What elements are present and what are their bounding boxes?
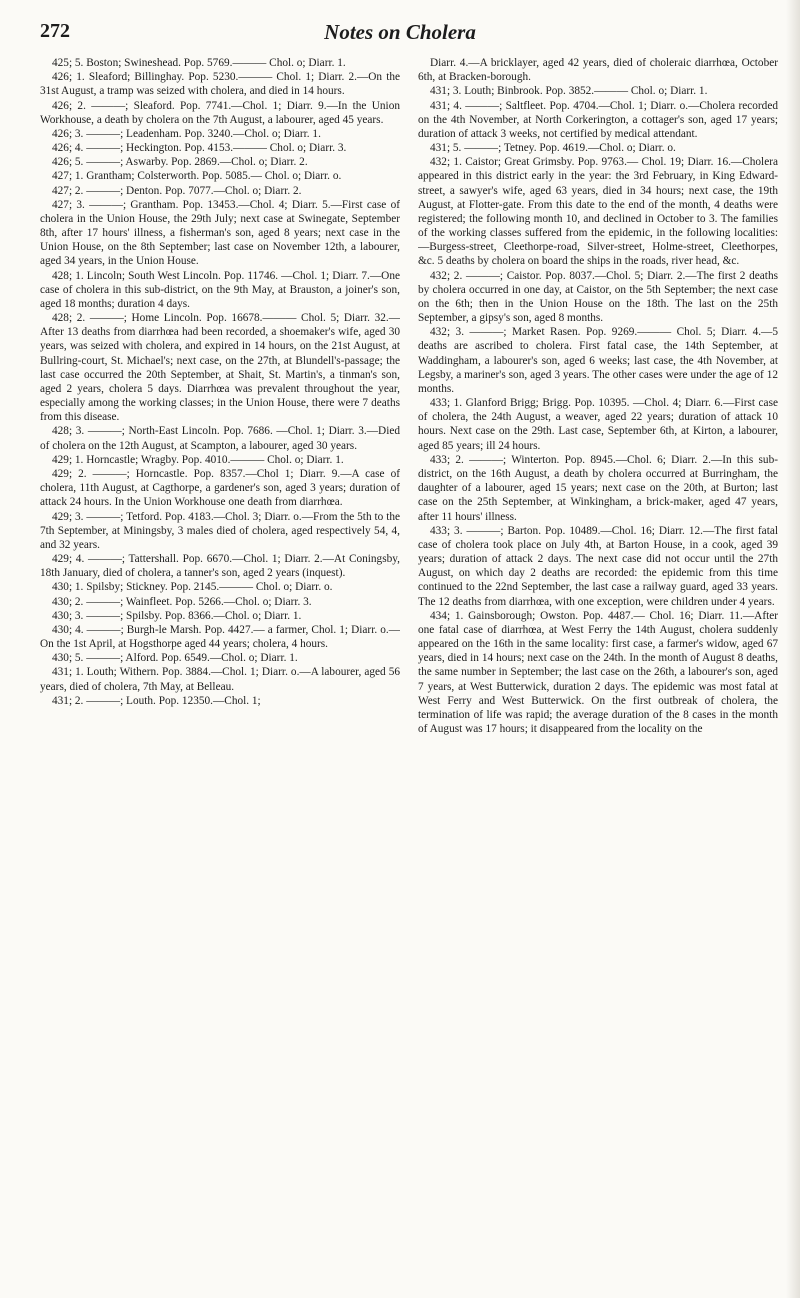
register-entry: 430; 3. ———; Spilsby. Pop. 8366.—Chol. o; Diarr. 1. [52, 609, 302, 622]
register-entry: 427; 1. Grantham; Colsterworth. Pop. 5085.— Chol. o; Diarr. o. [52, 170, 342, 183]
register-entry: 433; 2. ———; Winterton. Pop. 8945.—Chol. 6; Diarr. 2.—In this sub-district, on the 16th August, a death by cholera occurred at Burringham, the daughter of a labourer, aged 15 years; next case on the 20th, at Burton; last case on the 25th September, at Winkingham, a brick-maker, aged 47 years, after 11 hours' illness. [418, 453, 778, 523]
register-entry: 427; 3. ———; Grantham. Pop. 13453.—Chol. 4; Diarr. 5.—First case of cholera in the Union House, the 29th July; next case at Swinegate, September 8th, after 17 hours' illness, a fisherman's son, aged 8 years; next case in the Union House, on the 8th September; last case on November 12th, a labourer, aged 34 years, in the Union House. [40, 198, 400, 268]
register-entry: 427; 2. ———; Denton. Pop. 7077.—Chol. o; Diarr. 2. [52, 184, 302, 197]
register-entry: 434; 1. Gainsborough; Owston. Pop. 4487.— Chol. 16; Diarr. 11.—After one fatal case of diarrhœa, at West Ferry the 14th August, cholera suddenly appeared on the 16th in the same locality: first case, a farmer's widow, aged 67 years, died in 14 hours; next case on the 24th. In the month of August 8 deaths, the same number in September; the last case on the 26th, a labourer's son, aged 7 years, at West Butterwick, duration 2 days. The epidemic was most fatal at West Ferry and West Butterwick. On the first outbreak of cholera, the termination of life was rapid; the average duration of the 8 cases in the month of August was 17 hours; it disappeared from the locality on the [418, 609, 778, 736]
register-entry: 429; 4. ———; Tattershall. Pop. 6670.—Chol. 1; Diarr. 2.—At Coningsby, 18th January, died of cholera, a tanner's son, aged 2 years (inquest). [40, 553, 400, 580]
right-column [418, 56, 778, 1292]
register-entry: 426; 4. ———; Heckington. Pop. 4153.——— Chol. o; Diarr. 3. [52, 142, 347, 155]
page-header [40, 20, 760, 52]
register-entry: 431; 4. ———; Saltfleet. Pop. 4704.—Chol. 1; Diarr. o.—Cholera recorded on the 4th November, at North Corkerington, a cottager's son, aged 17 years; duration of attack 3 weeks, not certified by medical attendant. [418, 99, 778, 140]
register-entry: 426; 3. ———; Leadenham. Pop. 3240.—Chol. o; Diarr. 1. [52, 127, 321, 140]
register-entry: 430; 5. ———; Alford. Pop. 6549.—Chol. o; Diarr. 1. [52, 652, 298, 665]
register-entry: 428; 1. Lincoln; South West Lincoln. Pop. 11746. —Chol. 1; Diarr. 7.—One case of cholera in this sub-district, on the 9th May, at Brauston, a joiner's son, aged 18 months; duration 4 days. [40, 269, 400, 310]
register-entry: 430; 4. ———; Burgh-le Marsh. Pop. 4427.— a farmer, Chol. 1; Diarr. o.—On the 1st April, at Hogsthorpe aged 44 years; cholera, 4 hours. [40, 623, 400, 651]
register-entry: 431; 5. ———; Tetney. Pop. 4619.—Chol. o; Diarr. o. [430, 142, 676, 155]
page-edge-shadow [786, 0, 800, 1298]
register-entry: 429; 3. ———; Tetford. Pop. 4183.—Chol. 3; Diarr. o.—From the 5th to the 7th September, at Miningsby, 3 males died of cholera, aged respectively 54, 4, and 32 years. [40, 510, 400, 551]
register-entry: 426; 5. ———; Aswarby. Pop. 2869.—Chol. o; Diarr. 2. [52, 156, 308, 169]
register-entry: 428; 3. ———; North-East Lincoln. Pop. 7686. —Chol. 1; Diarr. 3.—Died of cholera on the 12th August, at Scampton, a labourer, aged 30 years. [40, 425, 400, 452]
register-entry: 433; 3. ———; Barton. Pop. 10489.—Chol. 16; Diarr. 12.—The first fatal case of cholera took place on July 4th, at Barton House, in a cook, aged 39 years; duration of attack 2 days. The next case did not occur until the 27th August, on which day 2 deaths are recorded: the epidemic from this time continued to the 22nd September, the last case a railway guard, aged 33 years. The 12 deaths from diarrhœa, with one exception, were children under 4 years. [418, 524, 778, 608]
register-entry: 431; 1. Louth; Withern. Pop. 3884.—Chol. 1; Diarr. o.—A labourer, aged 56 years, died of cholera, 7th May, at Belleau. [40, 666, 400, 693]
register-entry: 431; 2. ———; Louth. Pop. 12350.—Chol. 1; [52, 694, 261, 707]
running-title: Notes on Cholera [324, 20, 476, 44]
register-entry: 432; 2. ———; Caistor. Pop. 8037.—Chol. 5; Diarr. 2.—The first 2 deaths by cholera occurred in one day, at Caistor, on the 5th September; the next case on the 6th; then in the Union House on the 18th. The last on the 25th September, a gipsy's son, aged 8 months. [418, 269, 778, 325]
register-entry: 431; 3. Louth; Binbrook. Pop. 3852.——— Chol. o; Diarr. 1. [430, 85, 708, 98]
left-column [40, 56, 400, 1292]
register-entry: 432; 3. ———; Market Rasen. Pop. 9269.——— Chol. 5; Diarr. 4.—5 deaths are ascribed to cholera. First fatal case, the 14th September, at Waddingham, a labourer's son, aged 6 weeks; last case, the 4th November, at Legsby, a mariner's son, aged 3 years. The other cases were under the age of 12 months. [418, 326, 778, 395]
register-entry: 428; 2. ———; Home Lincoln. Pop. 16678.——— Chol. 5; Diarr. 32.—After 13 deaths from diarrhœa had been recorded, a shoemaker's wife, aged 30 years, was seized with cholera, and expired in 14 hours, on the 21st August, at Bullring-court, St. Michael's; next case, on the 27th, at Blundell's-passage; the last case occurred the 20th September, at Shait, St. Martin's, a tinman's son, aged 2 years, cholera 5 days. Diarrhœa was prevalent throughout the year, especially among the working classes; in the Union House, there were 7 deaths from this disease. [40, 312, 400, 424]
register-entry: 429; 1. Horncastle; Wragby. Pop. 4010.——— Chol. o; Diarr. 1. [52, 453, 344, 466]
register-entry: 426; 2. ———; Sleaford. Pop. 7741.—Chol. 1; Diarr. 9.—In the Union Workhouse, a death by cholera on the 7th August, a labourer, aged 45 years. [40, 99, 400, 126]
register-entry: Diarr. 4.—A bricklayer, aged 42 years, died of choleraic diarrhœa, October 6th, at Bracken-borough. [418, 57, 778, 84]
register-entry: 430; 2. ———; Wainfleet. Pop. 5266.—Chol. o; Diarr. 3. [52, 595, 312, 608]
register-entry: 430; 1. Spilsby; Stickney. Pop. 2145.——— Chol. o; Diarr. o. [52, 581, 333, 594]
register-entry: 425; 5. Boston; Swineshead. Pop. 5769.——— Chol. o; Diarr. 1. [52, 57, 346, 69]
register-entry: 432; 1. Caistor; Great Grimsby. Pop. 9763.— Chol. 19; Diarr. 16.—Cholera appeared in this district early in the year: the 3rd February, in King Edward-street, a sawyer's wife, aged 63 years, died in 34 hours; next case, the 19th August, at Flotter-gate. From this date to the end of the month, 4 deaths were registered; the following month 10, and declined in October to 3. The families of the working classes suffered from the epidemic, in the following localities:—Burgess-street, Cleethorpe-road, Silver-street, Holme-street, Cleethorpes, &c. 5 deaths by cholera on board the ships in the roads, river head, &c. [418, 156, 778, 268]
register-entry: 433; 1. Glanford Brigg; Brigg. Pop. 10395. —Chol. 4; Diarr. 6.—First case of cholera, the 24th August, a weaver, aged 22 years; duration of attack 10 hours. Next case on the 29th. Last case, September 6th, at Kirton, a labourer, aged 85 years; ill 24 hours. [418, 397, 778, 452]
page-number: 272 [40, 20, 70, 42]
register-entry: 426; 1. Sleaford; Billinghay. Pop. 5230.——— Chol. 1; Diarr. 2.—On the 31st August, a tramp was seized with cholera, and died in 14 hours. [40, 71, 400, 98]
register-entry: 429; 2. ———; Horncastle. Pop. 8357.—Chol 1; Diarr. 9.—A case of cholera, 11th August, at Cagthorpe, a gardener's son, aged 3 years; duration of attack 24 hours. In the Union Workhouse one death from diarrhœa. [40, 467, 400, 509]
